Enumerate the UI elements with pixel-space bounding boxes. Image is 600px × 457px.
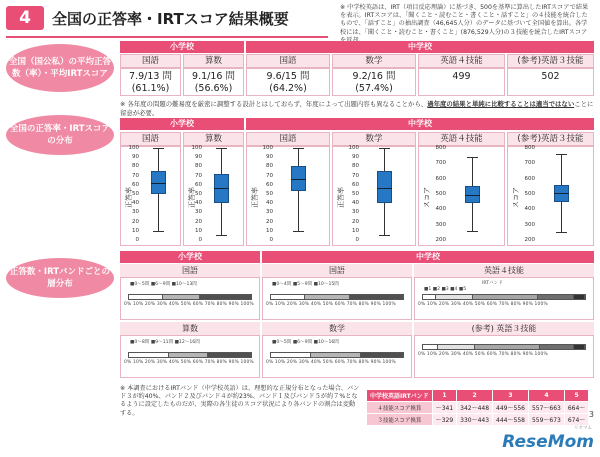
label-average-text: 全国（国公私）の平均正答数（率）・平均IRTスコア (8, 57, 111, 79)
band-segment (574, 295, 585, 299)
axis-tick-label: 100 (262, 145, 273, 151)
band-segment (200, 295, 251, 299)
axis-tick-label: 10 (352, 227, 359, 234)
axis-tick-label: 90 (266, 154, 273, 161)
band-segment (271, 353, 311, 357)
irt-table-rowhead: ３技能スコア換算 (367, 414, 433, 426)
band-segment (361, 353, 403, 357)
box-median (291, 179, 306, 180)
band-scale: 0% 10% 20% 30% 40% 50% 60% 70% 80% 90% 100% (266, 360, 396, 365)
axis-title: 正答率 (125, 187, 133, 208)
band-bar (128, 352, 252, 358)
band-bar (422, 294, 586, 300)
axis-tick-label: 800 (435, 145, 446, 151)
box-cap-min (153, 231, 164, 232)
irt-table-cell: 449～556 (493, 402, 529, 414)
box-cap-max (293, 148, 304, 149)
band-bar (270, 352, 404, 358)
axis-tick-label: 60 (132, 181, 139, 188)
axis-tick-label: 100 (191, 145, 202, 151)
band-title: 英語４技能 (414, 264, 594, 278)
band-bar (128, 294, 252, 300)
axis-tick-label: 20 (266, 218, 273, 225)
box-col-head: 国語 (246, 132, 330, 146)
axis-tick-label: 300 (435, 221, 446, 228)
avg-col-value: 9.6/15 問 (64.2%) (246, 68, 330, 96)
page-title: 全国の正答率・IRTスコア結果概要 (52, 10, 289, 28)
band-legend: ■0～8問 ■9～11問 ■12～16問 (130, 340, 200, 345)
note-comparison-c: ことに留意が必要。 (120, 100, 594, 117)
band-title: 国語 (120, 264, 260, 278)
note-comparison-a: ※ 各年度の問題の難易度を厳密に調整する設計とはしておらず、年度によって出題内容も異なることから、 (120, 100, 428, 108)
axis-tick-label: 500 (524, 191, 535, 197)
top-note: ※ 中学校英語は、IRT（項目反応理論）に基づき、500を基準に算出したIRTスコアで結果を表示。IRTスコアは、「聞くこと・読むこと・書くこと・話すこと」の４技能を統合したもので、「話すこと」の抽出調査（46,645人分）のデータに基づいて全国値を算出。各学校には、「聞くこと・読むこと・書くこと」(876,529人分)の３技能を統合したIRTスコア (340, 4, 589, 36)
label-average (6, 44, 114, 92)
note-comparison (120, 100, 595, 117)
box-iqr (377, 171, 392, 203)
band-elem-header: 小学校 (120, 251, 260, 263)
band-legend: ■0～5問 ■6～9問 ■10～16問 (272, 340, 339, 345)
axis-tick-label: 400 (435, 206, 446, 213)
avg-col-head: 国語 (246, 54, 330, 68)
irt-table-cell: 664～ (564, 402, 588, 414)
avg-col-value: 7.9/13 問 (61.1%) (120, 68, 181, 96)
band-segment (305, 295, 350, 299)
irt-band-table (366, 389, 589, 426)
axis-tick-label: 70 (266, 172, 273, 179)
box-cap-min (556, 232, 567, 233)
box-median (554, 193, 569, 194)
box-mid-header: 中学校 (246, 118, 594, 130)
box-col-head: 英語４技能 (418, 132, 505, 146)
note-irt-band: ※ 本調査におけるIRTバンド（中学校英語）は、理想的な正規分布となった場合、バンド３が約40%、バンド２及びバンド４が約23%、バンド１及びバンド５が約７%となるように設定したものだが、実際の各生徒のスコア状況により各バンドの割合は変動する。 (120, 385, 360, 417)
axis-tick-label: 80 (132, 163, 139, 170)
box-cap-min (379, 235, 390, 236)
avg-col-head: 数学 (332, 54, 416, 68)
band-segment (208, 353, 251, 357)
avg-col-head: 算数 (183, 54, 244, 68)
band-scale: 0% 10% 20% 30% 40% 50% 60% 70% 80% 90% 100% (124, 360, 254, 365)
band-segment (271, 295, 305, 299)
axis-tick-label: 0 (135, 237, 139, 243)
axis-tick-label: 300 (524, 221, 535, 228)
axis-tick-label: 100 (348, 145, 359, 151)
irt-table-rowhead: ４技能スコア換算 (367, 402, 433, 414)
axis-tick-label: 80 (352, 163, 359, 170)
band-segment (163, 295, 200, 299)
band-segment (129, 353, 169, 357)
box-median (151, 183, 166, 184)
axis-title: 正答率 (188, 187, 196, 208)
avg-col-head: 国語 (120, 54, 181, 68)
axis-tick-label: 40 (195, 200, 202, 207)
axis-tick-label: 70 (195, 172, 202, 179)
band-segment (350, 295, 403, 299)
irt-band-label: IRTバンド (482, 281, 503, 286)
box-cap-min (216, 235, 227, 236)
axis-tick-label: 80 (195, 163, 202, 170)
band-segment (438, 345, 475, 349)
page-number: 3 (588, 410, 594, 419)
brand-subtitle: リセマム (574, 426, 592, 431)
box-cap-max (153, 148, 164, 149)
axis-tick-label: 10 (132, 227, 139, 234)
band-segment (423, 345, 438, 349)
axis-tick-label: 40 (352, 200, 359, 207)
box-elem-header: 小学校 (120, 118, 244, 130)
axis-tick-label: 20 (132, 218, 139, 225)
box-cap-max (379, 148, 390, 149)
axis-tick-label: 20 (195, 218, 202, 225)
axis-title: スコア (423, 187, 431, 208)
band-legend: ■0～4問 ■5～9問 ■10～15問 (272, 282, 339, 287)
irt-table-cell: ～341 (432, 402, 456, 414)
box-cap-max (216, 148, 227, 149)
avg-mid-header: 中学校 (246, 41, 594, 53)
axis-tick-label: 50 (195, 191, 202, 197)
irt-table-col: 2 (457, 390, 493, 402)
axis-tick-label: 100 (128, 145, 139, 151)
irt-table-col: 4 (528, 390, 564, 402)
irt-table-cell: 674～ (564, 414, 588, 426)
axis-tick-label: 60 (195, 181, 202, 188)
box-cap-max (556, 154, 567, 155)
avg-col-value: 9.2/16 問 (57.4%) (332, 68, 416, 96)
axis-title: スコア (512, 187, 520, 208)
axis-tick-label: 30 (266, 209, 273, 216)
band-scale: 0% 10% 20% 30% 40% 50% 60% 70% 80% 90% 100% (418, 302, 548, 307)
box-median (377, 188, 392, 189)
band-title: (参考) 英語３技能 (414, 322, 594, 336)
axis-tick-label: 0 (198, 237, 202, 243)
avg-col-value: 9.1/16 問 (56.6%) (183, 68, 244, 96)
irt-table-cell: 342～448 (457, 402, 493, 414)
box-median (465, 195, 480, 196)
axis-tick-label: 50 (352, 191, 359, 197)
box-median (214, 188, 229, 189)
band-title: 国語 (262, 264, 412, 278)
band-scale: 0% 10% 20% 30% 40% 50% 60% 70% 80% 90% 100% (266, 302, 396, 307)
band-scale: 0% 10% 20% 30% 40% 50% 60% 70% 80% 90% 100% (418, 352, 548, 357)
axis-tick-label: 30 (352, 209, 359, 216)
axis-tick-label: 30 (195, 209, 202, 216)
label-distribution-text: 全国の正答率・IRTスコアの分布 (9, 124, 111, 146)
axis-tick-label: 80 (266, 163, 273, 170)
axis-tick-label: 60 (352, 181, 359, 188)
band-segment (169, 353, 208, 357)
band-segment (574, 345, 585, 349)
irt-table-cell: ～329 (432, 414, 456, 426)
axis-tick-label: 70 (352, 172, 359, 179)
axis-tick-label: 10 (266, 227, 273, 234)
box-cap-max (467, 157, 478, 158)
irt-table-col: 3 (493, 390, 529, 402)
axis-tick-label: 400 (524, 206, 535, 213)
axis-tick-label: 200 (435, 237, 446, 243)
band-segment (129, 295, 163, 299)
band-scale: 0% 10% 20% 30% 40% 50% 60% 70% 80% 90% 100% (124, 302, 254, 307)
label-distribution (6, 115, 114, 155)
axis-tick-label: 70 (132, 172, 139, 179)
box-col-head: 国語 (120, 132, 181, 146)
irt-table-cell: 444～558 (493, 414, 529, 426)
axis-title: 正答率 (337, 187, 345, 208)
box-col-head: (参考)英語３技能 (507, 132, 594, 146)
axis-tick-label: 90 (195, 154, 202, 161)
axis-tick-label: 700 (524, 160, 535, 167)
band-mid-header: 中学校 (262, 251, 594, 263)
band-segment (538, 295, 574, 299)
axis-tick-label: 50 (266, 191, 273, 197)
axis-tick-label: 600 (524, 175, 535, 182)
band-bar (422, 344, 586, 350)
note-comparison-b: 過年度の結果と単純に比較することは適当ではない (427, 100, 575, 108)
axis-tick-label: 10 (195, 227, 202, 234)
avg-col-value: 499 (418, 68, 505, 96)
title-underline (6, 36, 328, 38)
avg-col-head: (参考)英語３技能 (507, 54, 594, 68)
box-col-head: 算数 (183, 132, 244, 146)
axis-tick-label: 800 (524, 145, 535, 151)
brand-logo: ReseMom (502, 432, 594, 452)
label-band-text: 正答数・IRTバンドごとの層分布 (9, 267, 111, 289)
irt-table-cell: 559～673 (528, 414, 564, 426)
axis-tick-label: 30 (132, 209, 139, 216)
band-segment (540, 345, 574, 349)
axis-title: 正答率 (251, 187, 259, 208)
avg-elem-header: 小学校 (120, 41, 244, 53)
axis-tick-label: 90 (132, 154, 139, 161)
axis-tick-label: 40 (132, 200, 139, 207)
band-segment (475, 345, 540, 349)
box-col-head: 数学 (332, 132, 416, 146)
band-segment (436, 295, 473, 299)
box-cap-min (293, 231, 304, 232)
axis-tick-label: 50 (132, 191, 139, 197)
axis-tick-label: 700 (435, 160, 446, 167)
axis-tick-label: 500 (435, 191, 446, 197)
box-cap-min (467, 231, 478, 232)
irt-table-cell: 557～663 (528, 402, 564, 414)
band-legend: ■1 ■2 ■3 ■4 ■5 (424, 287, 467, 292)
irt-table-corner: 中学校英語IRTバンド (367, 390, 433, 402)
axis-tick-label: 200 (524, 237, 535, 243)
label-band (6, 258, 114, 298)
axis-tick-label: 20 (352, 218, 359, 225)
section-number: 4 (6, 6, 44, 30)
band-title: 数学 (262, 322, 412, 336)
band-segment (311, 353, 361, 357)
band-bar (270, 294, 404, 300)
axis-tick-label: 90 (352, 154, 359, 161)
band-legend: ■0～5問 ■6～9問 ■10～13問 (130, 282, 197, 287)
axis-tick-label: 0 (269, 237, 273, 243)
axis-tick-label: 40 (266, 200, 273, 207)
irt-table-col: 5 (564, 390, 588, 402)
axis-tick-label: 0 (355, 237, 359, 243)
avg-col-value: 502 (507, 68, 594, 96)
irt-table-cell: 330～443 (457, 414, 493, 426)
band-segment (423, 295, 436, 299)
axis-tick-label: 60 (266, 181, 273, 188)
axis-tick-label: 600 (435, 175, 446, 182)
band-title: 算数 (120, 322, 260, 336)
irt-table-col: 1 (432, 390, 456, 402)
avg-col-head: 英語４技能 (418, 54, 505, 68)
band-segment (473, 295, 538, 299)
